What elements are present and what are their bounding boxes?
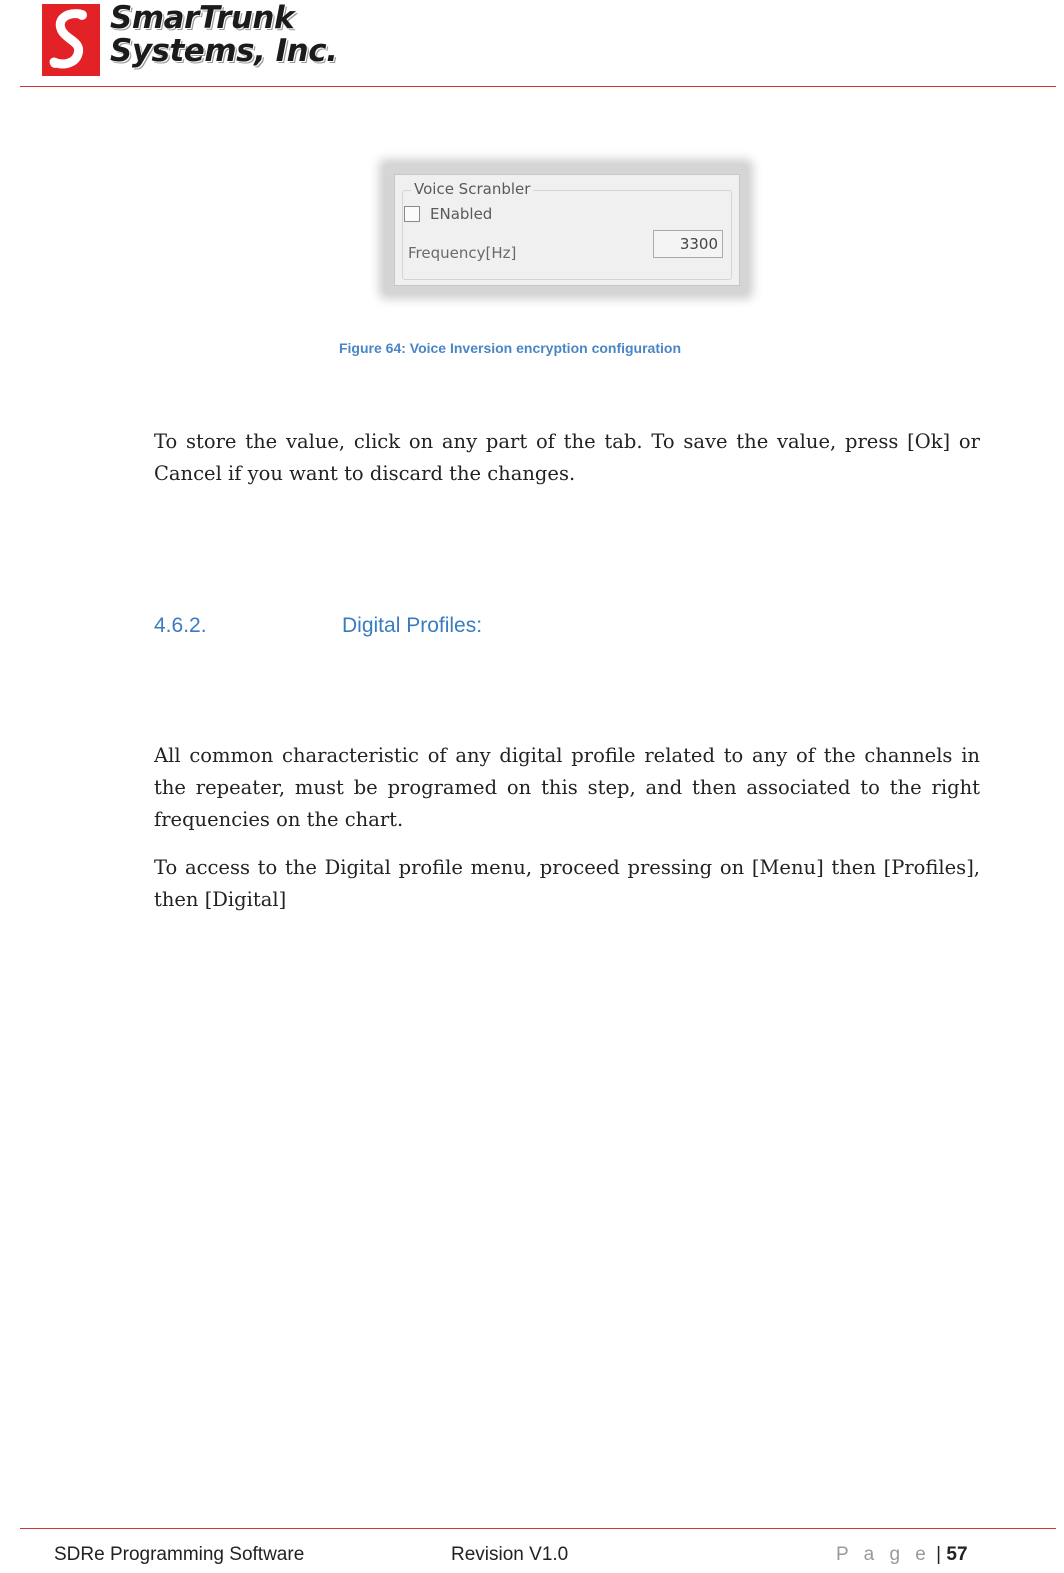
page-number: 57 [946, 1544, 968, 1565]
groupbox-title: Voice Scranbler [411, 180, 533, 198]
paragraph-digital-profile: All common characteristic of any digital profile related to any of the channels in the repeater, must be programed on this step, and then associated to the right frequencies on the chart. [154, 744, 980, 831]
frequency-label: Frequency[Hz] [408, 244, 517, 262]
enabled-checkbox-label: ENabled [430, 205, 493, 223]
logo-s-icon [42, 4, 100, 76]
footer-doc-title: SDRe Programming Software [54, 1544, 305, 1565]
footer-divider [20, 1528, 1056, 1529]
paragraph-access-menu: To access to the Digital profile menu, proceed pressing on [Menu] then [Profiles], then [Digital] [154, 856, 980, 911]
footer-page [836, 1544, 968, 1566]
section-title: Digital Profiles: [342, 614, 483, 637]
page-label: P a g e [836, 1544, 931, 1565]
footer-revision: Revision V1.0 [451, 1544, 569, 1565]
logo-line-1: SmarTrunk [110, 0, 295, 36]
enabled-checkbox[interactable] [404, 206, 420, 222]
logo-text [110, 2, 337, 68]
voice-scrambler-panel [394, 174, 740, 286]
page-separator: | [936, 1544, 942, 1565]
logo-line-2: Systems, Inc. [110, 33, 338, 69]
paragraph-store-value: To store the value, click on any part of the tab. To save the value, press [Ok] or Cancel if you want to discard the changes. [154, 430, 980, 485]
section-heading [154, 614, 482, 638]
figure-caption: Figure 64: Voice Inversion encryption configuration [338, 340, 681, 356]
enabled-checkbox-row[interactable] [404, 205, 492, 223]
company-logo [40, 2, 340, 78]
section-number: 4.6.2. [154, 614, 207, 637]
frequency-input[interactable] [653, 230, 723, 258]
header-divider [20, 86, 1056, 87]
